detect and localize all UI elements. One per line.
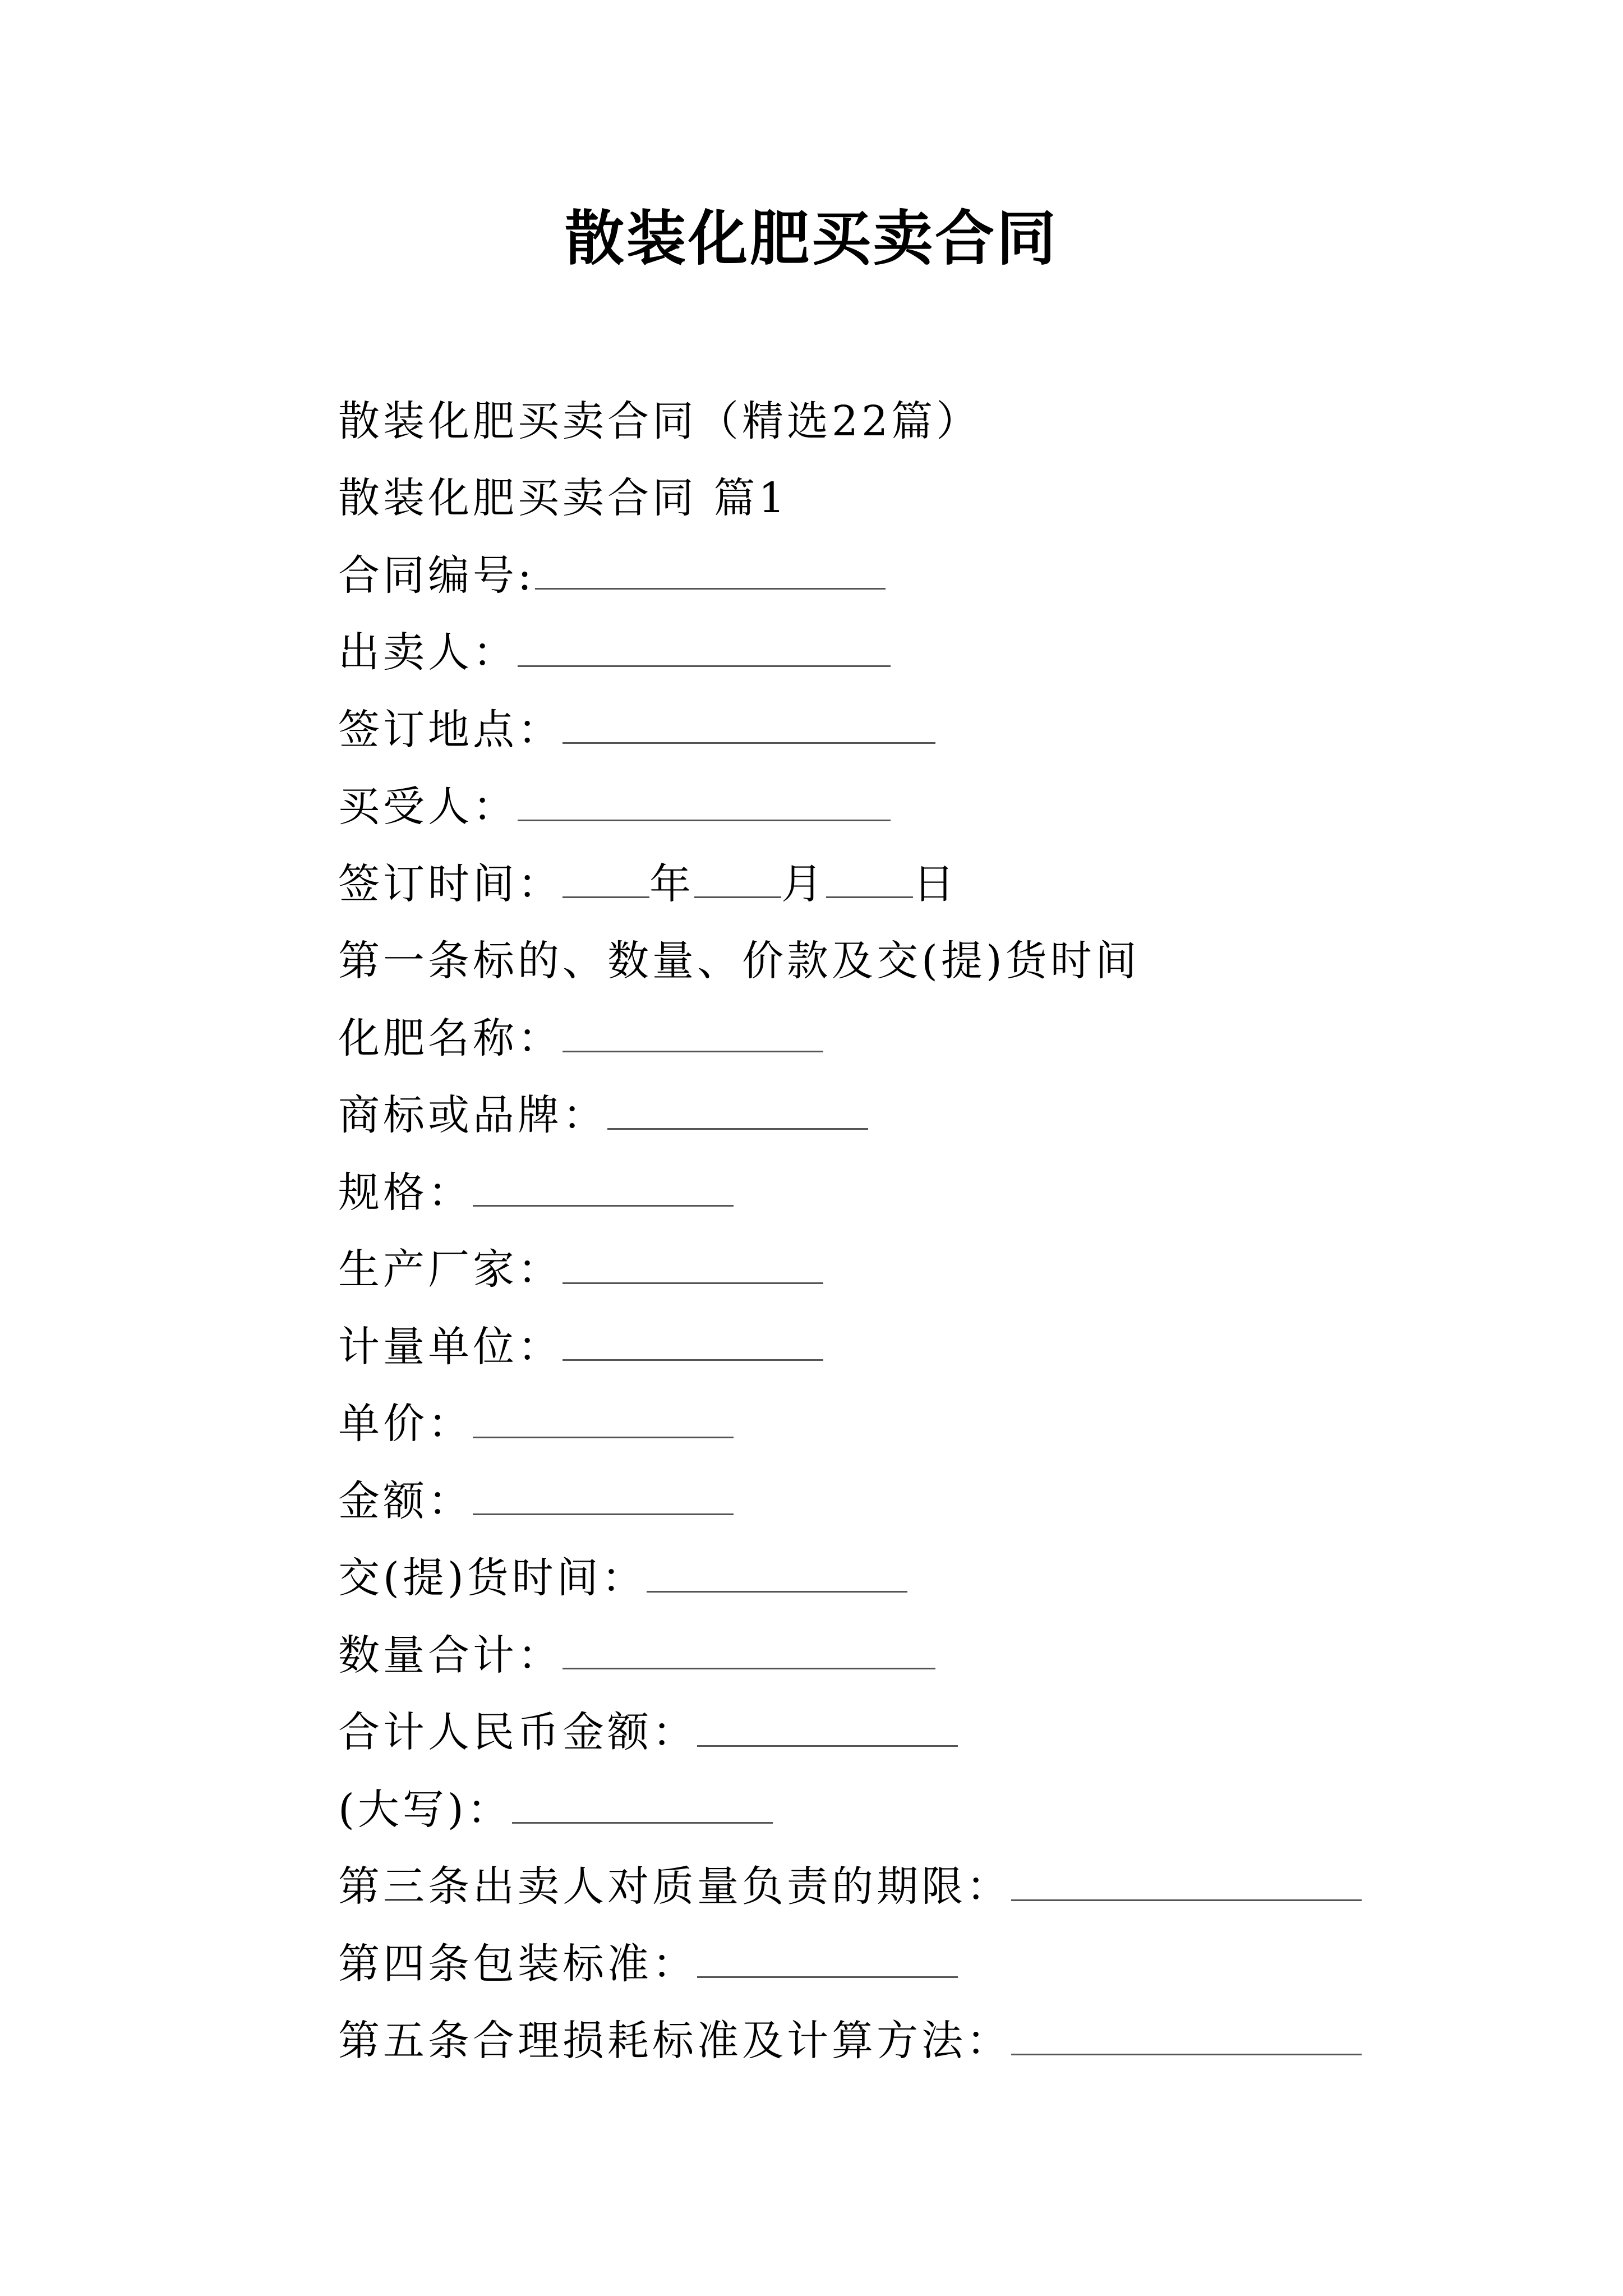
day-blank[interactable] <box>826 863 913 898</box>
part-heading-line <box>338 457 1516 534</box>
seller-line <box>338 611 1516 688</box>
subtitle-line <box>338 379 1516 457</box>
article5-label: 第五条合理损耗标准及计算方法： <box>338 2017 1011 2065</box>
rmb-total-blank[interactable] <box>697 1711 958 1747</box>
unit-blank[interactable] <box>562 1326 823 1361</box>
fertilizer-name-line <box>338 996 1516 1074</box>
brand-blank[interactable] <box>607 1094 868 1130</box>
manufacturer-line <box>338 1228 1516 1305</box>
delivery-time-label: 交(提)货时间： <box>338 1554 647 1603</box>
capital-line <box>338 1768 1516 1845</box>
sign-time-label: 签订时间： <box>338 859 562 908</box>
article3-label: 第三条出卖人对质量负责的期限： <box>338 1862 1011 1911</box>
article1-line <box>338 919 1516 997</box>
contract-no-line <box>338 533 1516 611</box>
month-label: 月 <box>781 859 826 908</box>
capital-blank[interactable] <box>512 1788 773 1824</box>
sign-place-label: 签订地点： <box>338 705 562 754</box>
unit-price-blank[interactable] <box>473 1403 734 1438</box>
unit-price-label: 单价： <box>338 1400 473 1448</box>
article5-line <box>338 1999 1516 2077</box>
article3-blank[interactable] <box>1011 1866 1362 1901</box>
amount-blank[interactable] <box>473 1480 734 1515</box>
contract-no-label: 合同编号: <box>338 551 535 600</box>
fertilizer-name-blank[interactable] <box>562 1017 823 1052</box>
manufacturer-blank[interactable] <box>562 1249 823 1284</box>
article1-text: 第一条标的、数量、价款及交(提)货时间 <box>338 937 1140 986</box>
day-label: 日 <box>913 859 958 908</box>
seller-blank[interactable] <box>518 632 891 667</box>
amount-line <box>338 1459 1516 1536</box>
manufacturer-label: 生产厂家： <box>338 1245 562 1294</box>
rmb-total-label: 合计人民币金额： <box>338 1708 697 1757</box>
article4-blank[interactable] <box>697 1943 958 1978</box>
amount-label: 金额： <box>338 1476 473 1525</box>
unit-price-line <box>338 1382 1516 1460</box>
delivery-time-line <box>338 1536 1516 1614</box>
buyer-blank[interactable] <box>518 786 891 821</box>
unit-label: 计量单位： <box>338 1322 562 1371</box>
month-blank[interactable] <box>694 863 781 898</box>
buyer-label: 买受人： <box>338 783 518 831</box>
part-heading-text: 散装化肥买卖合同 篇1 <box>338 474 789 523</box>
sign-place-line <box>338 688 1516 765</box>
brand-line <box>338 1074 1516 1151</box>
spec-line <box>338 1151 1516 1228</box>
year-blank[interactable] <box>562 863 649 898</box>
spec-blank[interactable] <box>473 1171 734 1207</box>
contract-no-blank[interactable] <box>535 554 886 590</box>
unit-line <box>338 1305 1516 1382</box>
article5-blank[interactable] <box>1011 2020 1362 2055</box>
sign-place-blank[interactable] <box>562 708 935 744</box>
sign-time-line <box>338 842 1516 919</box>
spec-label: 规格： <box>338 1168 473 1217</box>
fertilizer-name-label: 化肥名称： <box>338 1014 562 1062</box>
rmb-total-line <box>338 1691 1516 1768</box>
document-title: 散装化肥买卖合同 <box>565 203 1058 273</box>
buyer-line <box>338 765 1516 843</box>
delivery-time-blank[interactable] <box>647 1557 907 1593</box>
capital-label: (大写)： <box>338 1785 512 1834</box>
document-body <box>338 379 1516 2076</box>
brand-label: 商标或品牌： <box>338 1091 607 1140</box>
quantity-total-line <box>338 1613 1516 1691</box>
year-label: 年 <box>649 859 694 908</box>
article3-line <box>338 1845 1516 1922</box>
quantity-total-label: 数量合计： <box>338 1631 562 1680</box>
article4-line <box>338 1922 1516 1999</box>
article4-label: 第四条包装标准： <box>338 1939 697 1988</box>
seller-label: 出卖人： <box>338 628 518 677</box>
quantity-total-blank[interactable] <box>562 1634 935 1669</box>
subtitle-text: 散装化肥买卖合同（精选22篇） <box>338 397 981 445</box>
